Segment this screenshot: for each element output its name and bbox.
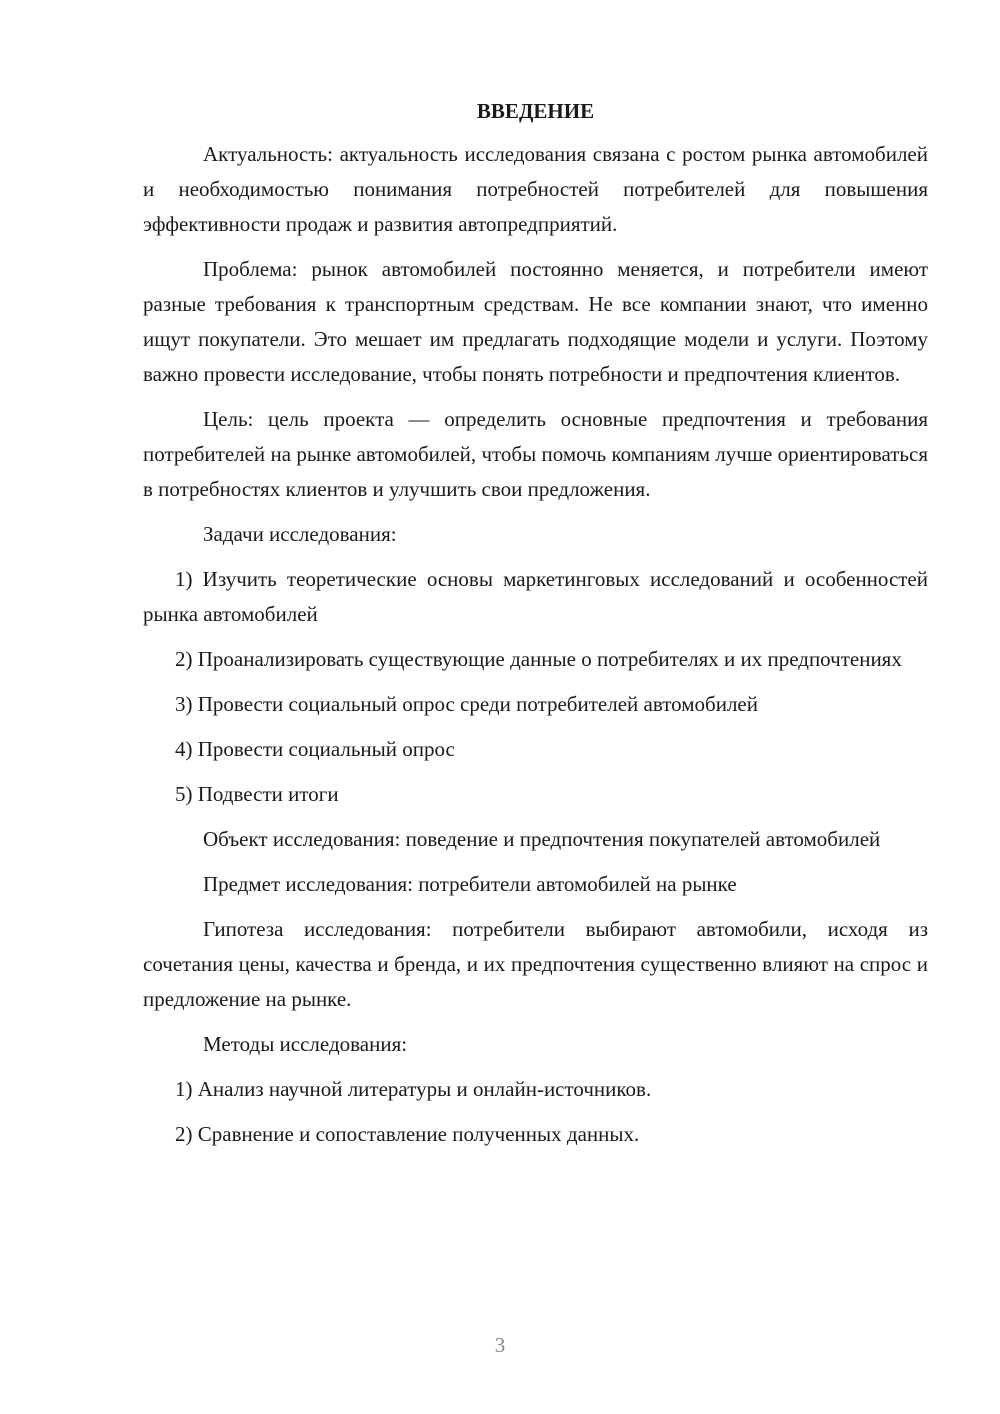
section-title: ВВЕДЕНИЕ <box>476 99 595 123</box>
page-content <box>143 94 928 1162</box>
task-item: 4) Провести социальный опрос <box>175 737 455 761</box>
subject-paragraph: Предмет исследования: потребители автомобилей на рынке <box>203 872 737 896</box>
method-item: 1) Анализ научной литературы и онлайн-источников. <box>175 1077 652 1101</box>
tasks-heading: Задачи исследования: <box>203 522 397 546</box>
task-item: 3) Провести социальный опрос среди потребителей автомобилей <box>175 692 758 716</box>
task-item: 5) Подвести итоги <box>175 782 339 806</box>
hypothesis-paragraph: Гипотеза исследования: потребители выбирают автомобили, исходя из сочетания цены, качества и бренда, и их предпочтения существенно влияют на спрос и предложение на рынке. <box>143 917 928 1011</box>
task-item: 2) Проанализировать существующие данные о потребителях и их предпочтениях <box>175 647 902 671</box>
page-number: 3 <box>494 1333 506 1357</box>
method-item: 2) Сравнение и сопоставление полученных данных. <box>175 1122 640 1146</box>
task-item: 1) Изучить теоретические основы маркетинговых исследований и особенностей рынка автомобилей <box>143 567 928 626</box>
problem-paragraph: Проблема: рынок автомобилей постоянно меняется, и потребители имеют разные требования к транспортным средствам. Не все компании знают, что именно ищут покупатели. Это мешает им предлагать подходящие модели и услуги. Поэтому важно провести исследование, чтобы понять потребности и предпочтения клиентов. <box>143 257 928 386</box>
goal-paragraph: Цель: цель проекта — определить основные предпочтения и требования потребителей на рынке автомобилей, чтобы помочь компаниям лучше ориентироваться в потребностях клиентов и улучшить свои предложения. <box>143 407 928 501</box>
relevance-paragraph: Актуальность: актуальность исследования связана с ростом рынка автомобилей и необходимостью понимания потребностей потребителей для повышения эффективности продаж и развития автопредприятий. <box>143 142 928 236</box>
methods-heading: Методы исследования: <box>203 1032 408 1056</box>
object-paragraph: Объект исследования: поведение и предпочтения покупателей автомобилей <box>203 827 881 851</box>
